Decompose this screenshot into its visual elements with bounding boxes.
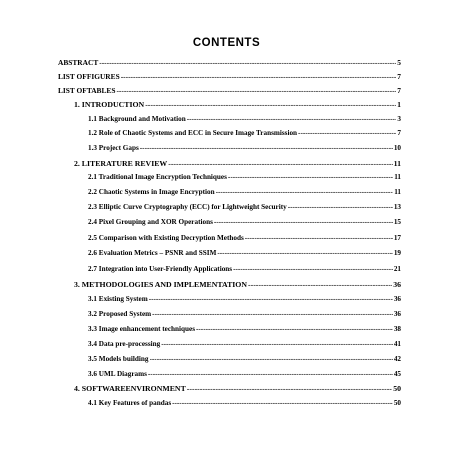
toc-entry-page: 11 xyxy=(394,173,401,181)
toc-entry xyxy=(58,57,401,68)
toc-leader-dashes xyxy=(248,279,392,290)
toc-entry-page: 7 xyxy=(397,72,401,81)
toc-entry-label: 3.1 Existing System xyxy=(88,295,148,303)
toc-entry xyxy=(88,217,401,228)
toc-entry-label: 2.2 Chaotic Systems in Image Encryption xyxy=(88,188,215,196)
toc-entry-label: 4.1 Key Features of pandas xyxy=(88,399,172,407)
toc-entry xyxy=(88,143,401,154)
toc-leader-dashes xyxy=(172,398,393,409)
toc-entry-page: 11 xyxy=(393,159,401,168)
toc-entry-label: 3.3 Image enhancement techniques xyxy=(88,325,196,333)
toc-entry-label: 1.1 Background and Motivation xyxy=(88,115,186,123)
toc-entry-label: 2. LITERATURE REVIEW xyxy=(74,159,168,168)
toc-entry xyxy=(74,383,401,394)
toc-entry-page: 36 xyxy=(393,310,401,318)
toc-entry-page: 10 xyxy=(393,144,401,152)
toc-entry xyxy=(88,233,401,244)
toc-entry-page: 38 xyxy=(393,325,401,333)
toc-entry-label: 3.5 Models building xyxy=(88,355,149,363)
toc-entry xyxy=(88,128,401,139)
toc-entry xyxy=(88,339,401,350)
toc-leader-dashes xyxy=(149,294,393,305)
toc-leader-dashes xyxy=(150,354,393,365)
toc-entry xyxy=(88,294,401,305)
toc-entry-label: 2.6 Evaluation Metrics – PSNR and SSIM xyxy=(88,249,217,257)
toc-entry xyxy=(74,99,401,110)
toc-entry xyxy=(88,187,401,198)
toc-entry-page: 50 xyxy=(393,399,401,407)
toc-entry-label: 1.2 Role of Chaotic Systems and ECC in Secure Image Transmission xyxy=(88,129,298,137)
toc-entry xyxy=(88,202,401,213)
toc-entry-label: 1.3 Project Gaps xyxy=(88,144,139,152)
toc-entry-page: 36 xyxy=(393,280,401,289)
toc-entry-page: 7 xyxy=(397,86,401,95)
toc-leader-dashes xyxy=(214,217,393,228)
toc-entry xyxy=(88,114,401,125)
toc-leader-dashes xyxy=(161,339,393,350)
toc-entry-page: 21 xyxy=(393,265,401,273)
toc-leader-dashes xyxy=(116,85,396,96)
toc-leader-dashes xyxy=(145,99,396,110)
toc-entry-page: 45 xyxy=(393,370,401,378)
toc-entry-label: 4. SOFTWAREENVIRONMENT xyxy=(74,384,186,393)
toc-leader-dashes xyxy=(168,158,392,169)
toc-entry-label: 3.4 Data pre-processing xyxy=(88,340,161,348)
toc-leader-dashes xyxy=(298,128,396,139)
toc-entry-label: 2.7 Integration into User-Friendly Applications xyxy=(88,265,233,273)
toc-entry xyxy=(88,354,401,365)
toc-leader-dashes xyxy=(152,309,393,320)
toc-entry-label: 1. INTRODUCTION xyxy=(74,100,145,109)
toc-entry-label: ABSTRACT xyxy=(58,58,99,67)
toc-entry-page: 7 xyxy=(397,129,401,137)
toc-entry xyxy=(88,398,401,409)
toc-leader-dashes xyxy=(233,264,393,275)
toc-entry-page: 36 xyxy=(393,295,401,303)
toc-entry-page: 42 xyxy=(393,355,401,363)
toc-entry xyxy=(88,248,401,259)
toc-entry xyxy=(74,279,401,290)
toc-entry-label: 3.2 Proposed System xyxy=(88,310,152,318)
toc-entry-page: 19 xyxy=(393,249,401,257)
toc-entry-label: 3.6 UML Diagrams xyxy=(88,370,147,378)
toc-entry-label: 2.5 Comparison with Existing Decryption Methods xyxy=(88,234,244,242)
toc-entry-label: LIST OFFIGURES xyxy=(58,72,120,81)
toc-leader-dashes xyxy=(216,187,394,198)
toc-entry-page: 11 xyxy=(394,188,401,196)
toc-entry xyxy=(88,369,401,380)
toc-entry-label: 2.3 Elliptic Curve Cryptography (ECC) for Lightweight Security xyxy=(88,203,287,211)
toc-entry-page: 41 xyxy=(393,340,401,348)
contents-heading: CONTENTS xyxy=(192,37,261,49)
toc-entry xyxy=(58,85,401,96)
toc-entry-page: 13 xyxy=(393,203,401,211)
toc-entry-label: LIST OFTABLES xyxy=(58,86,116,95)
toc-leader-dashes xyxy=(288,202,393,213)
toc-entry-page: 15 xyxy=(393,218,401,226)
toc-entry-page: 1 xyxy=(397,100,401,109)
toc-leader-dashes xyxy=(196,324,393,335)
toc-entry-label: 2.4 Pixel Grouping and XOR Operations xyxy=(88,218,213,226)
toc-leader-dashes xyxy=(187,114,397,125)
toc-entry xyxy=(74,158,401,169)
toc-entry-page: 3 xyxy=(397,115,401,123)
toc-entry xyxy=(88,309,401,320)
toc-entry xyxy=(58,71,401,82)
toc-leader-dashes xyxy=(228,172,393,183)
toc-leader-dashes xyxy=(121,71,397,82)
toc-leader-dashes xyxy=(99,57,396,68)
toc-leader-dashes xyxy=(148,369,393,380)
toc-leader-dashes xyxy=(217,248,392,259)
toc-leader-dashes xyxy=(245,233,393,244)
toc-entry-label: 3. METHODOLOGIES AND IMPLEMENTATION xyxy=(74,280,247,289)
toc-leader-dashes xyxy=(187,383,392,394)
toc-entry-page: 50 xyxy=(393,384,401,393)
toc-entry xyxy=(88,264,401,275)
toc-entry xyxy=(88,172,401,183)
toc-entry-label: 2.1 Traditional Image Encryption Techniques xyxy=(88,173,227,181)
toc-entry xyxy=(88,324,401,335)
toc-leader-dashes xyxy=(140,143,393,154)
toc-entry-page: 17 xyxy=(393,234,401,242)
toc-entry-page: 5 xyxy=(397,58,401,67)
